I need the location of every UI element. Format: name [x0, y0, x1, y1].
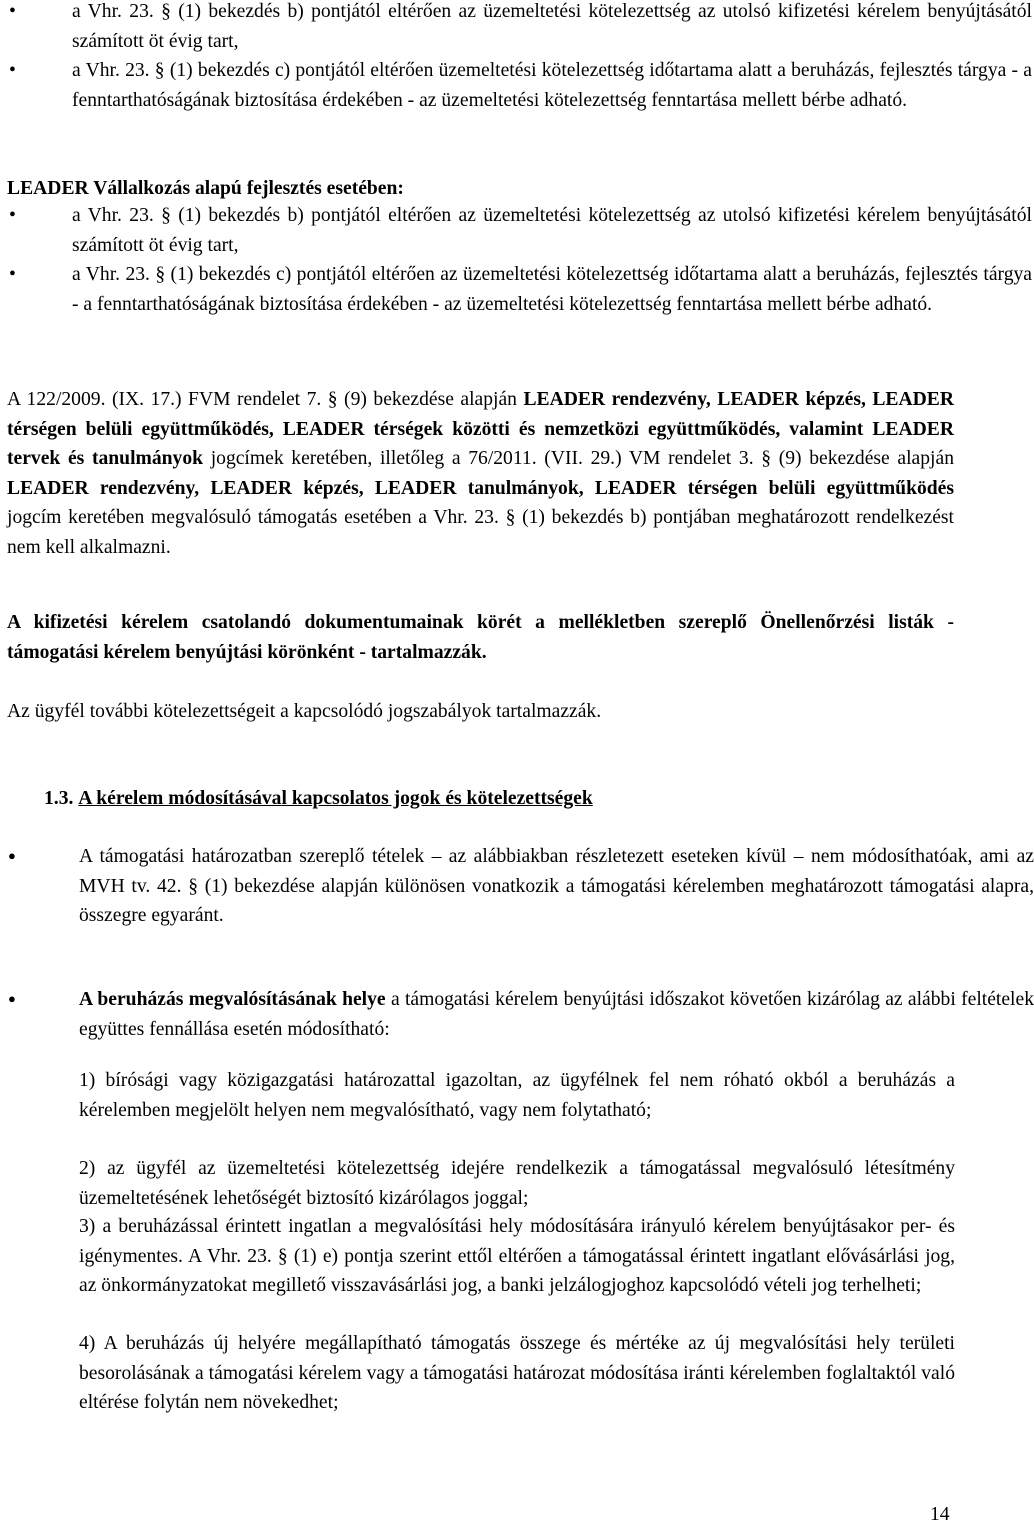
page-number: 14 — [930, 1504, 950, 1525]
list-item: ● A beruházás megvalósításának helye a támogatási kérelem benyújtási időszakot követően kizárólag az alábbi feltételek együttes fennállása esetén módosítható: — [0, 984, 1034, 1044]
list-item: • a Vhr. 23. § (1) bekezdés c) pontjától eltérően az üzemeltetési kötelezettség időtartama alatt a beruházás, fejlesztés tárgya - a fenntarthatóságának biztosítása érdekében - az üzemeltetési kötelezettség fenntartása mellett bérbe adható. — [0, 260, 1032, 319]
section-title: A kérelem módosításával kapcsolatos jogok és kötelezettségek — [78, 788, 593, 809]
condition-item: 3) a beruházással érintett ingatlan a megvalósítási hely módosítására irányuló kérelem benyújtásakor per- és igénymentes. A Vhr. 23. § (1) e) pontja szerint ettől eltérően a támogatással érintett ingatlant elővásárlási jog, az önkormányzatokat megillető visszavásárlási jog, a banki jelzálogjoghoz kapcsolódó vételi jog terhelheti; — [79, 1216, 955, 1296]
subheading-text: LEADER Vállalkozás alapú fejlesztés esetében: — [7, 178, 404, 199]
list-item: • a Vhr. 23. § (1) bekezdés b) pontjától eltérően az üzemeltetési kötelezettség az utolsó kifizetési kérelem benyújtásától számított öt évig tart, — [0, 0, 1032, 56]
condition-item: 4) A beruházás új helyére megállapítható támogatás összege és mértéke az új megvalósítási hely területi besorolásának a támogatási kérelem vagy a támogatási határozat módosítása iránti kérelemben foglaltaktól való eltérése folytán nem növekedhet; — [79, 1333, 955, 1413]
section-heading — [44, 784, 944, 814]
list-item: ● A támogatási határozatban szereplő tételek – az alábbiakban részletezett eseteken kívül – nem módosíthatóak, ami az MVH tv. 42. § (1) bekezdése alapján különösen vonatkozik a támogatási kérelemben meghatározott támogatási alapra, összegre egyaránt. — [0, 841, 1034, 931]
list-item: • a Vhr. 23. § (1) bekezdés c) pontjától eltérően üzemeltetési kötelezettség időtartama alatt a beruházás, fejlesztés tárgya - a fenntarthatóságának biztosítása érdekében - az üzemeltetési kötelezettség fenntartása mellett bérbe adható. — [0, 56, 1032, 115]
ugyfel-paragraph: Az ügyfél további kötelezettségeit a kapcsolódó jogszabályok tartalmazzák. — [7, 701, 602, 722]
section-number: 1.3. — [44, 788, 74, 809]
kifizetesi-paragraph: A kifizetési kérelem csatolandó dokumentumainak körét a mellékletben szereplő Önellenőrzési listák - támogatási kérelem benyújtási körönként - tartalmazzák. — [7, 612, 954, 663]
list-item: • a Vhr. 23. § (1) bekezdés b) pontjától eltérően az üzemeltetési kötelezettség az utolsó kifizetési kérelem benyújtásától számított öt évig tart, — [0, 201, 1032, 260]
section-subheading — [7, 174, 947, 204]
fvm-paragraph: A 122/2009. (IX. 17.) FVM rendelet 7. § (9) bekezdése alapján LEADER rendezvény, LEADER képzés, LEADER térségen belüli együttműködés, LEADER térségek közötti és nemzetközi együttműködés, valamint LEADER tervek és tanulmányok jogcímek keretében, illetőleg a 76/2011. (VII. 29.) VM rendelet 3. § (9) bekezdése alapján LEADER rendezvény, LEADER képzés, LEADER tanulmányok, LEADER térségen belüli együttműködés jogcím keretében megvalósuló támogatás esetében a Vhr. 23. § (1) bekezdés b) pontjában meghatározott rendelkezést nem kell alkalmazni. — [7, 389, 954, 558]
condition-item: 1) bírósági vagy közigazgatási határozattal igazoltan, az ügyfélnek fel nem róható okból a beruházás a kérelemben megjelölt helyen nem megvalósítható, vagy nem folytatható; — [79, 1070, 955, 1121]
condition-item: 2) az ügyfél az üzemeltetési kötelezettség idejére rendelkezik a támogatással megvalósuló létesítmény üzemeltetésének lehetőségét biztosító kizárólagos joggal; — [79, 1158, 955, 1209]
